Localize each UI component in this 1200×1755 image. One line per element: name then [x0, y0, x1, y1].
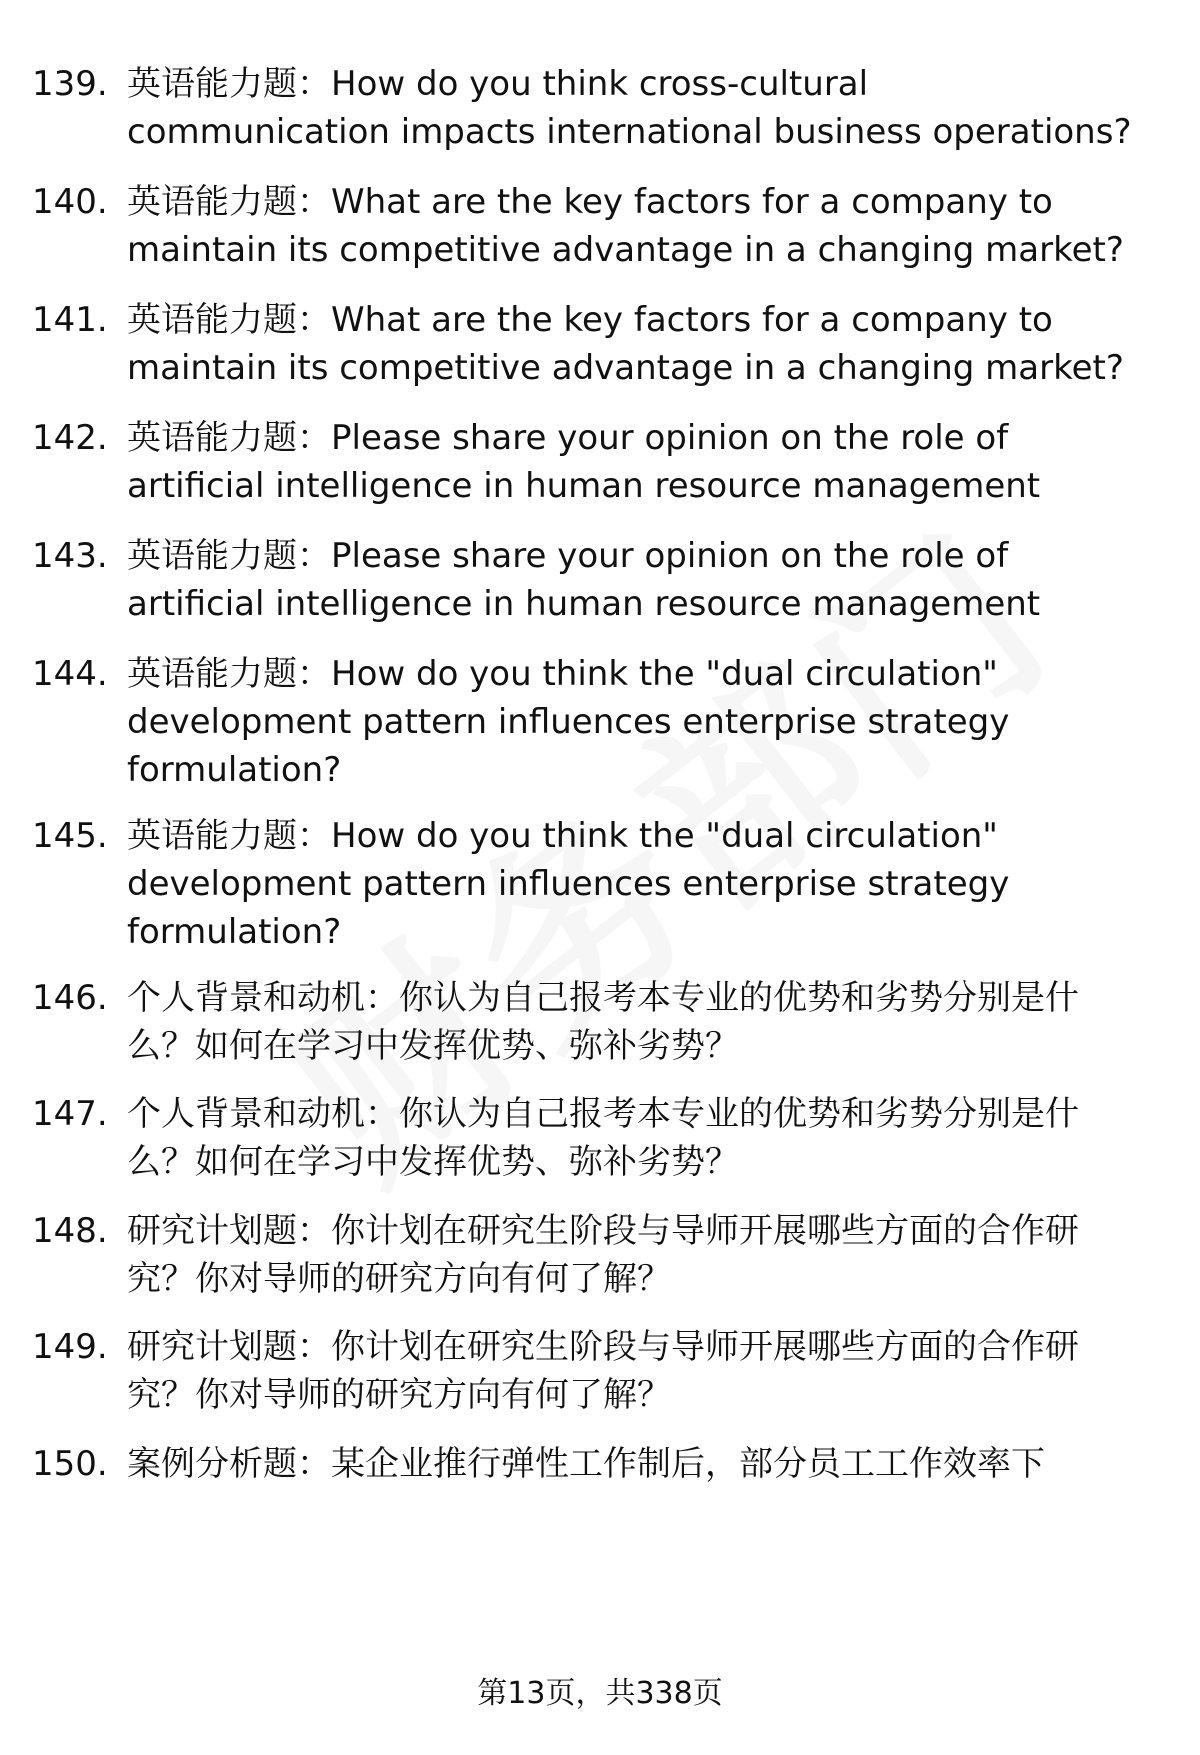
question-line: 个人背景和动机：你认为自己报考本专业的优势和劣势分别是什 — [127, 978, 1079, 1018]
question-number: 149. — [32, 1327, 108, 1367]
question-line: 英语能力题：What are the key factors for a company to — [127, 300, 1053, 340]
question-number: 147. — [32, 1094, 108, 1134]
question-line: 英语能力题：How do you think the "dual circulation" — [127, 654, 998, 694]
question-number: 141. — [32, 300, 108, 340]
question-text — [127, 1207, 1147, 1303]
question-text — [127, 650, 1147, 794]
question-text — [127, 812, 1147, 956]
question-line: development pattern influences enterprise strategy — [127, 864, 1010, 904]
question-line: 研究计划题：你计划在研究生阶段与导师开展哪些方面的合作研 — [127, 1327, 1079, 1367]
question-number: 140. — [32, 182, 108, 222]
question-text — [127, 178, 1147, 274]
question-text — [127, 974, 1147, 1070]
question-line: 英语能力题：How do you think the "dual circulation" — [127, 816, 998, 856]
question-line: 英语能力题：Please share your opinion on the role of — [127, 536, 1009, 576]
question-number: 144. — [32, 654, 108, 694]
question-line: maintain its competitive advantage in a changing market? — [127, 230, 1124, 270]
question-line: 英语能力题：What are the key factors for a company to — [127, 182, 1053, 222]
question-line: 英语能力题：Please share your opinion on the role of — [127, 418, 1009, 458]
question-text — [127, 296, 1147, 392]
question-number: 145. — [32, 816, 108, 856]
question-line: 究？你对导师的研究方向有何了解？ — [127, 1259, 671, 1299]
question-text — [127, 532, 1147, 628]
question-text — [127, 414, 1147, 510]
question-line: 么？如何在学习中发挥优势、弥补劣势？ — [127, 1026, 739, 1066]
question-line: formulation? — [127, 912, 342, 952]
question-line: development pattern influences enterprise strategy — [127, 702, 1010, 742]
question-text — [127, 1323, 1147, 1419]
question-number: 148. — [32, 1211, 108, 1251]
question-line: 英语能力题：How do you think cross-cultural — [127, 64, 869, 104]
question-line: 个人背景和动机：你认为自己报考本专业的优势和劣势分别是什 — [127, 1094, 1079, 1134]
question-text — [127, 60, 1147, 156]
question-text — [127, 1440, 1147, 1488]
question-text — [127, 1090, 1147, 1186]
question-number: 139. — [32, 64, 108, 104]
question-number: 146. — [32, 978, 108, 1018]
question-number: 150. — [32, 1444, 108, 1484]
question-line: 研究计划题：你计划在研究生阶段与导师开展哪些方面的合作研 — [127, 1211, 1079, 1251]
question-line: formulation? — [127, 750, 342, 790]
question-line: 么？如何在学习中发挥优势、弥补劣势？ — [127, 1142, 739, 1182]
question-line: communication impacts international business operations? — [127, 112, 1132, 152]
question-line: 究？你对导师的研究方向有何了解？ — [127, 1375, 671, 1415]
question-number: 143. — [32, 536, 108, 576]
question-number: 142. — [32, 418, 108, 458]
question-line: maintain its competitive advantage in a changing market? — [127, 348, 1124, 388]
question-line: artificial intelligence in human resource management — [127, 584, 1041, 624]
question-line: 案例分析题：某企业推行弹性工作制后，部分员工工作效率下 — [127, 1444, 1045, 1484]
page-footer: 第13页，共338页 — [477, 1676, 723, 1711]
question-line: artificial intelligence in human resource management — [127, 466, 1041, 506]
